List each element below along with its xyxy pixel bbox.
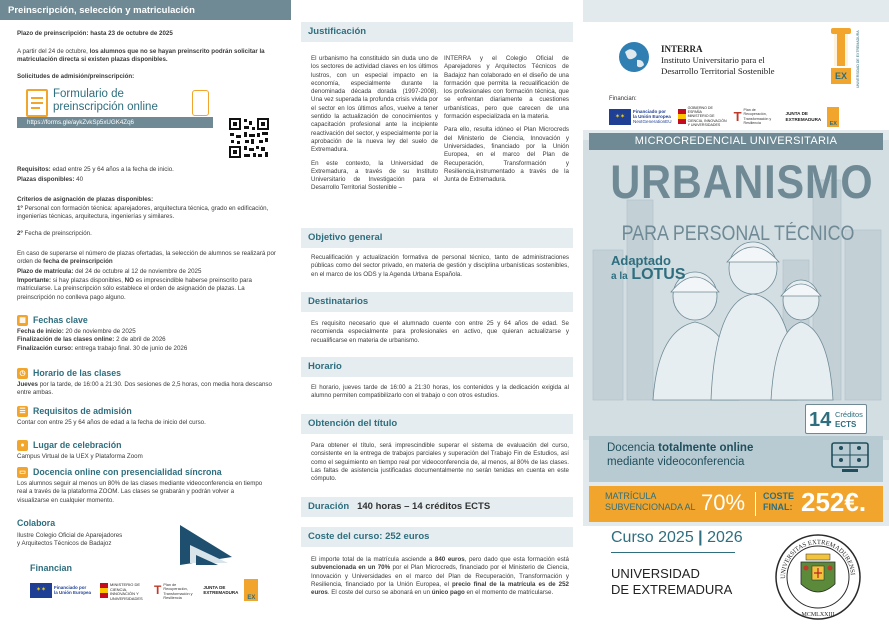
docencia-text: Los alumnos seguir al menos un 80% de las clases mediante videoconferencia en tiempo real a través de la plataforma ZOOM. Las clases se grabarán y podrán volver a visualizarse en cualquier momento. — [17, 480, 263, 504]
uex-side-text: UNIVERSIDAD DE EXTREMADURA — [856, 30, 860, 88]
creditos-label: Créditos — [835, 410, 863, 419]
criterio-1 — [17, 205, 279, 222]
requisitos-line — [17, 166, 279, 174]
crit1-num: 1º — [17, 205, 23, 212]
final-clases-label: Finalización de las clases online: — [17, 336, 115, 344]
phone-icon — [192, 90, 209, 116]
final-clases-value: 2 de abril de 2026 — [116, 336, 166, 344]
junta-logo-right: JUNTA DE EXTREMADURA — [785, 111, 822, 122]
plazas-value: 40 — [76, 176, 84, 183]
ministerio-logo — [100, 582, 148, 601]
fechas-title: Fechas clave — [33, 315, 88, 325]
interra-line2: Desarrollo Territorial Sostenible — [661, 65, 775, 76]
colabora-title: Colabora — [17, 518, 56, 528]
universidad-label — [611, 566, 732, 598]
globe-icon — [617, 40, 651, 74]
horario-header: Horario — [301, 357, 573, 377]
lugar-section — [17, 440, 279, 461]
docencia-section — [17, 467, 279, 505]
exceso-pre: En caso de superarse el número de plazas ofertadas, la selección de alumnos se realizará por orden de — [17, 250, 276, 266]
destinatarios-text: Es requisito necesario que el alumnado cuente con entre 25 y 64 años de edad. Se recomienda especialmente para profesionales en activo, que quieran actualizarse y recualificarse en materia de urbanismo. — [311, 320, 569, 344]
location-pin-icon: ● — [17, 440, 28, 451]
title-personal-tecnico: PARA PERSONAL TÉCNICO — [621, 222, 855, 245]
eu-label: Financiado por la Unión Europea — [54, 584, 92, 595]
final-curso-label: Finalización curso: — [17, 344, 74, 352]
inicio-value: 20 de noviembre de 2025 — [65, 328, 136, 335]
inicio-label: Fecha de inicio: — [17, 328, 64, 335]
crit1-text: Personal con formación técnica: aparejadores, arquitectura técnica, grado en edificación, ingenierías técnicas, arquitectura, ingenierías y similares. — [17, 205, 269, 221]
prtr-logo-right — [734, 108, 780, 125]
importante-no: NO — [124, 277, 134, 284]
docencia-b: totalmente online — [658, 442, 754, 454]
funders-logos-right — [609, 106, 839, 127]
horario-bold: Jueves — [17, 381, 38, 388]
plazo-matricula — [17, 268, 279, 276]
seal-bottom-text: MCMLXXIII — [801, 612, 835, 618]
financian-title: Financian — [30, 563, 73, 573]
duracion-label: Duración — [308, 501, 350, 512]
uex-ex: EX — [831, 68, 851, 84]
university-seal-icon — [773, 532, 863, 622]
eu-logo — [30, 583, 94, 598]
eu-label-right: Financiado por la Unión Europea NextGenerationEU — [633, 108, 672, 125]
justificacion-col2 — [444, 55, 569, 184]
form-url[interactable]: https://forms.gle/aykZvkSp5xUGK4Zq6 — [17, 117, 213, 128]
curso-2026: 2026 — [707, 529, 743, 546]
ministerio-label-right: GOBIERNO DE ESPAÑA MINISTERIO DE CIENCIA, INNOVACIÓN Y UNIVERSIDADES — [687, 106, 727, 127]
plazo-label: Plazo de preinscripción: — [17, 30, 89, 37]
subvencion-percent: 70% — [701, 490, 746, 515]
duracion-header — [301, 497, 573, 517]
creditos-badge — [805, 404, 867, 434]
ects-label: ECTS — [835, 420, 857, 429]
left-panel — [0, 0, 291, 632]
crit2-num: 2º — [17, 230, 23, 237]
lotus-badge — [611, 254, 686, 284]
importante-label: Importante: — [17, 277, 52, 284]
adaptado-text: Adaptado — [611, 253, 671, 268]
spain-flag-icon — [100, 583, 108, 598]
fechas-section — [17, 315, 279, 353]
just-col2-p1: INTERRA y el Colegio Oficial de Aparejadores y Arquitectos Técnicos de Badajoz han colaborado en el diseño de una formación que permita la recualificación de los profesionales con formación técnica, que se enfrentan diariamente a cuestiones urbanísticas, pero que carecen de una formación especializada en la materia. — [444, 55, 569, 121]
horario-title: Horario de las clases — [33, 368, 122, 378]
criterio-2 — [17, 230, 279, 238]
cover-panel — [583, 0, 889, 632]
form-title — [53, 88, 158, 114]
docencia-title: Docencia online con presencialidad síncrona — [33, 467, 222, 477]
aviso-bold: los alumnos que no se hayan preinscrito podrán solicitar la matriculación directa si existen plazas disponibles. — [17, 48, 265, 64]
curso-2025: Curso 2025 — [611, 529, 694, 546]
form-document-icon — [26, 89, 48, 117]
req-value: edad entre 25 y 64 años a la fecha de inicio. — [52, 166, 174, 173]
eu-flag-icon: ✶✶ — [30, 583, 52, 598]
curso-label: Curso 2025 | 2026 — [611, 529, 743, 546]
eu-logo-right — [609, 109, 672, 125]
docencia-banner-text — [607, 441, 753, 469]
final-curso-value: entrega trabajo final. 30 de junio de 2026 — [74, 344, 188, 352]
spain-flag-icon — [678, 109, 686, 124]
checklist-icon: ☰ — [17, 406, 28, 417]
obtencion-text: Para obtener el título, será imprescindible superar el sistema de evaluación del curso, consistente en la entrega de trabajos parciales y superación del Trabajo Fin de Estudios, así como el seguimiento en tiempo real por videoconferencia de, al menos, al 80% de las clases. Las faltas de asistencia justificadas documentalmente no serán tenidas en cuenta en este cómputo. — [311, 442, 569, 483]
importante-a: si hay plazas disponibles, — [52, 277, 123, 284]
matricula-subvencionada — [605, 491, 696, 512]
obtencion-header: Obtención del título — [301, 414, 573, 434]
crit2-text: Fecha de preinscripción. — [24, 230, 92, 237]
plazo-value: hasta 23 de octubre de 2025 — [90, 30, 173, 37]
videoconference-icon — [828, 440, 872, 478]
prtr-logo — [154, 583, 197, 601]
universidad-line2: DE EXTREMADURA — [611, 582, 733, 597]
colabora-section — [17, 518, 177, 549]
colabora-text2: y Arquitectos Técnicos de Badajoz — [17, 540, 112, 548]
importante — [17, 277, 279, 302]
matricula-line1: MATRÍCULA — [605, 491, 657, 501]
matricula-label: Plazo de matrícula: — [17, 268, 74, 275]
plazas-label: Plazas disponibles: — [17, 176, 75, 183]
matricula-value: del 24 de octubre al 12 de noviembre de 2025 — [75, 268, 202, 275]
coste-header: Coste del curso: 252 euros — [301, 527, 573, 547]
creditos-number: 14 — [809, 409, 832, 431]
colabora-text1: Ilustre Colegio Oficial de Aparejadores — [17, 532, 123, 539]
form-box[interactable] — [17, 86, 209, 148]
just-col1-p2: En este contexto, la Universidad de Extremadura, a través de su Instituto Universitario de Investigación para el Desarrollo Territorial Sostenible – — [311, 159, 438, 192]
qr-code-icon[interactable] — [227, 116, 271, 160]
interra-line1: Instituto Universitario para el — [661, 55, 765, 65]
coste-text: El importe total de la matrícula asciende a 840 euros, pero dado que esta formación está subvencionada en un 70% por el Plan Microcreds, financiado por el Ministerio de Ciencia, Innovación y Universidades en el marco del Plan de Recuperación, Transformación y Resiliencia, financiado por la Unión Europea, el precio final de la matrícula es de 252 euros. El coste del curso se abonará en un único pago en el momento de matricularse. — [311, 556, 569, 597]
financian-label: Financian: — [609, 96, 637, 102]
monitor-icon: ▭ — [17, 467, 28, 478]
objetivo-text: Recualificación y actualización formativa de personal técnico, tanto de administraciones públicas como del sector privado, en materia de gestión y disciplina urbanísticas sostenibles, en el marco de los ODS y la Agenda Urbana Española. — [311, 254, 569, 278]
requisitos-title: Requisitos de admisión — [33, 406, 132, 416]
middle-panel — [291, 0, 583, 632]
interra-title: INTERRA — [661, 44, 703, 54]
tr-logo-mark: T — [154, 583, 162, 597]
exceso-bold: fecha de preinscripción — [43, 258, 113, 266]
docencia-c: mediante videoconferencia — [607, 456, 745, 468]
coste-final-label: COSTE FINAL: — [763, 491, 795, 512]
colegio-aparejadores-logo — [174, 515, 238, 571]
prtr-label: Plan de Recuperación, Transformación y Resiliencia — [163, 583, 193, 601]
requisitos-section — [17, 406, 279, 427]
lotus-text: LOTUS — [631, 266, 686, 283]
seal-top-text: UNIVERSITAS EXTREMADURENSI — [779, 538, 856, 579]
calendar-icon: ▦ — [17, 315, 28, 326]
horario-text-mid: El horario, jueves tarde de 16:00 a 21:30 horas, los contenidos y la dedicación exigida al alumno permiten compatibilizarlo con el trabajo o con otros estudios. — [311, 384, 569, 400]
uex-mini-logo: EX — [827, 107, 839, 127]
form-title-line1: Formulario de — [53, 88, 124, 100]
requisitos-text: Contar con entre 25 y 64 años de edad a la fecha de inicio del curso. — [17, 419, 206, 426]
microcredencial-banner: MICROCREDENCIAL UNIVERSITARIA — [589, 133, 883, 150]
destinatarios-header: Destinatarios — [301, 292, 573, 312]
matricula-line2: SUBVENCIONADA AL — [605, 501, 696, 512]
eu-flag-icon: ✶✶ — [609, 109, 631, 125]
req-label: Requisitos: — [17, 166, 51, 173]
junta-logo: JUNTA DE EXTREMADURA — [203, 584, 239, 595]
prtr-label-right: Plan de Recuperación, Transformación y Resiliencia — [743, 108, 772, 125]
left-header: Preinscripción, selección y matriculación — [0, 0, 291, 20]
horario-text: por la tarde, de 16:00 a 21:30. Dos sesiones de 2,5 horas, con media hora descanso entre ambas. — [17, 381, 272, 397]
importante-b: es imprescindible haberse preinscrito para matricularse. La preinscripción sólo establece el orden de asignación de plazas. La preinscripción no conlleva pago alguno. — [17, 277, 252, 301]
uex-small-logo: EX — [244, 579, 258, 601]
form-title-line2: preinscripción online — [53, 101, 158, 113]
plazo-preinscripcion — [17, 30, 279, 38]
criterios-title: Criterios de asignación de plazas disponibles: — [17, 196, 154, 203]
interra-logo — [661, 44, 775, 76]
ministerio-logo-right — [678, 106, 728, 127]
justificacion-col1 — [311, 55, 438, 193]
just-col2-p2: Para ello, resulta idóneo el Plan Microcreds del Ministerio de Ciencia, Innovación y Universidades, financiado por la Unión Europea, en el marco del Plan de Recuperación, Transformación y Resiliencia,instrumentado a través de la Junta de Extremadura. — [444, 126, 569, 184]
plazas-line — [17, 176, 279, 184]
lugar-text: Campus Virtual de la UEX y Plataforma Zoom — [17, 453, 143, 460]
justificacion-header: Justificación — [301, 22, 573, 42]
horario-section — [17, 368, 279, 398]
uex-column — [834, 34, 848, 66]
aviso-pre: A partir del 24 de octubre, — [17, 48, 88, 55]
exceso-plazas — [17, 250, 279, 267]
uex-logo — [831, 28, 853, 86]
price-divider — [755, 492, 756, 516]
tr-logo-mark: T — [733, 109, 742, 124]
precio-final: 252€. — [801, 487, 867, 517]
curso-underline — [611, 552, 735, 553]
duracion-value: 140 horas – 14 créditos ECTS — [357, 501, 491, 512]
ala-text: a la — [611, 271, 628, 282]
just-col1-p1: El urbanismo ha constituido sin duda uno de los sectores de actividad claves en los últimos lustros, con un especial impacto en la economía, especialmente durante la denominada década dorada (1997-2008). Una vez superada la profunda crisis vivida por el sector en los últimos años, vuelve a tener sentido la actualización de conocimientos y capacitación profesional ante la incipiente reactivación del sector, y especialmente por la aprobación de la nueva ley del suelo de Extremadura. — [311, 55, 438, 154]
title-urbanismo: URBANISMO — [610, 155, 874, 208]
funders-logos — [30, 577, 275, 603]
objetivo-header: Objetivo general — [301, 228, 573, 248]
ministerio-label: MINISTERIO DE CIENCIA, INNOVACIÓN Y UNIVERSIDADES — [110, 582, 143, 601]
docencia-a: Docencia — [607, 442, 655, 454]
lugar-title: Lugar de celebración — [33, 440, 122, 450]
aviso-matriculacion — [17, 48, 279, 65]
solicitudes-label: Solicitudes de admisión/preinscripción: — [17, 73, 135, 80]
universidad-line1: UNIVERSIDAD — [611, 566, 700, 581]
clock-icon: ◷ — [17, 368, 28, 379]
